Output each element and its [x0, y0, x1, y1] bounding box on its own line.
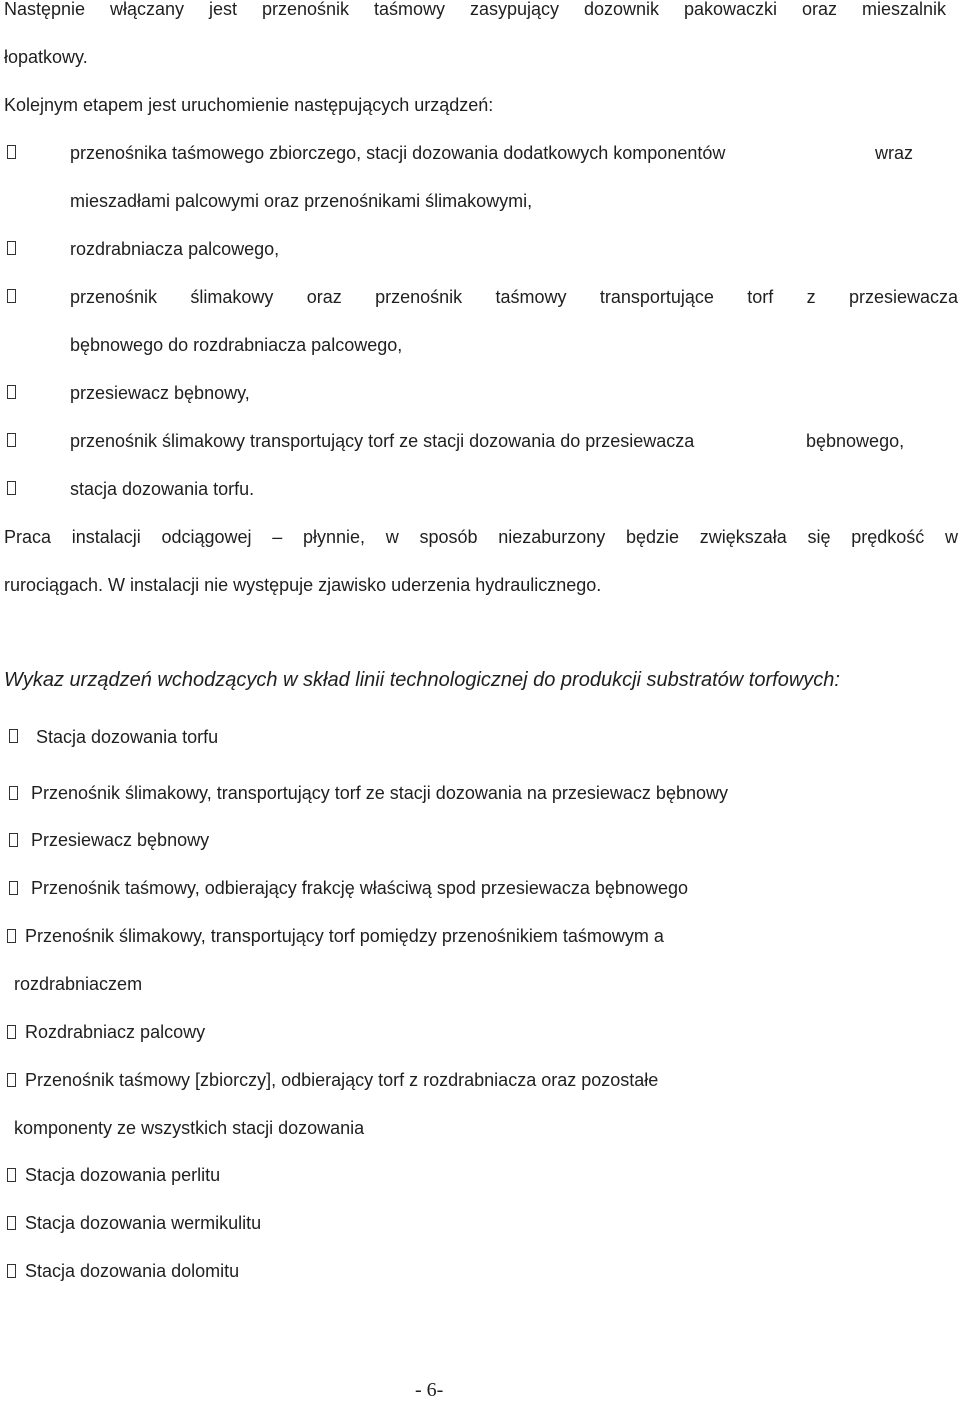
list-item-cont: komponenty ze wszystkich stacji dozowania	[14, 1118, 365, 1138]
list-item-cont: bębnowego do rozdrabniacza palcowego,	[70, 335, 403, 355]
list-item: rozdrabniacza palcowego,	[70, 239, 280, 259]
paragraph-line: łopatkowy.	[4, 47, 88, 67]
bullet-box-icon	[7, 1073, 16, 1087]
list-item: Przenośnik ślimakowy, transportujący torf ze stacji dozowania na przesiewacz bębnowy	[31, 783, 728, 803]
bullet-box-icon	[7, 1264, 16, 1278]
list-item-end: wraz	[875, 143, 914, 163]
bullet-box-icon	[9, 729, 18, 743]
paragraph-line: Praca instalacji odciągowej – płynnie, w sposób niezaburzony będzie zwiększała się prędkość w	[4, 527, 958, 547]
page-number: - 6-	[415, 1379, 444, 1401]
list-item: przenośnika taśmowego zbiorczego, stacji dozowania dodatkowych komponentów	[70, 143, 726, 163]
section-heading: Wykaz urządzeń wchodzących w skład linii technologicznej do produkcji substratów torfowych:	[4, 669, 840, 691]
list-item: Stacja dozowania dolomitu	[25, 1261, 240, 1281]
list-item: Stacja dozowania wermikulitu	[25, 1213, 262, 1233]
bullet-box-icon	[7, 289, 16, 303]
list-item: Przenośnik ślimakowy, transportujący torf pomiędzy przenośnikiem taśmowym a	[25, 926, 664, 946]
bullet-box-icon	[7, 385, 16, 399]
paragraph-line: rurociągach. W instalacji nie występuje zjawisko uderzenia hydraulicznego.	[4, 575, 602, 595]
list-item: Stacja dozowania torfu	[36, 727, 219, 747]
bullet-box-icon	[7, 145, 16, 159]
bullet-box-icon	[7, 929, 16, 943]
list-item-cont: rozdrabniaczem	[14, 974, 143, 994]
list-item-cont: mieszadłami palcowymi oraz przenośnikami ślimakowymi,	[70, 191, 533, 211]
list-item: Rozdrabniacz palcowy	[25, 1022, 206, 1042]
bullet-box-icon	[7, 433, 16, 447]
bullet-box-icon	[9, 833, 18, 847]
bullet-box-icon	[9, 786, 18, 800]
bullet-box-icon	[7, 1168, 16, 1182]
list-item: Przesiewacz bębnowy	[31, 830, 210, 850]
list-item-end: bębnowego,	[806, 431, 905, 451]
paragraph-line: Kolejnym etapem jest uruchomienie następujących urządzeń:	[4, 95, 494, 115]
list-item: stacja dozowania torfu.	[70, 479, 255, 499]
bullet-box-icon	[7, 1216, 16, 1230]
list-item: Przenośnik taśmowy [zbiorczy], odbierający torf z rozdrabniacza oraz pozostałe	[25, 1070, 659, 1090]
bullet-box-icon	[7, 481, 16, 495]
list-item: Przenośnik taśmowy, odbierający frakcję właściwą spod przesiewacza bębnowego	[31, 878, 688, 898]
bullet-box-icon	[9, 881, 18, 895]
paragraph-line: Następnie włączany jest przenośnik taśmowy zasypujący dozownik pakowaczki oraz mieszalnik	[4, 0, 946, 19]
list-item: Stacja dozowania perlitu	[25, 1165, 221, 1185]
list-item: przenośnik ślimakowy transportujący torf ze stacji dozowania do przesiewacza	[70, 431, 695, 451]
bullet-box-icon	[7, 1025, 16, 1039]
list-item: przesiewacz bębnowy,	[70, 383, 250, 403]
list-item: przenośnik ślimakowy oraz przenośnik taśmowy transportujące torf z przesiewacza	[70, 287, 958, 307]
bullet-box-icon	[7, 241, 16, 255]
